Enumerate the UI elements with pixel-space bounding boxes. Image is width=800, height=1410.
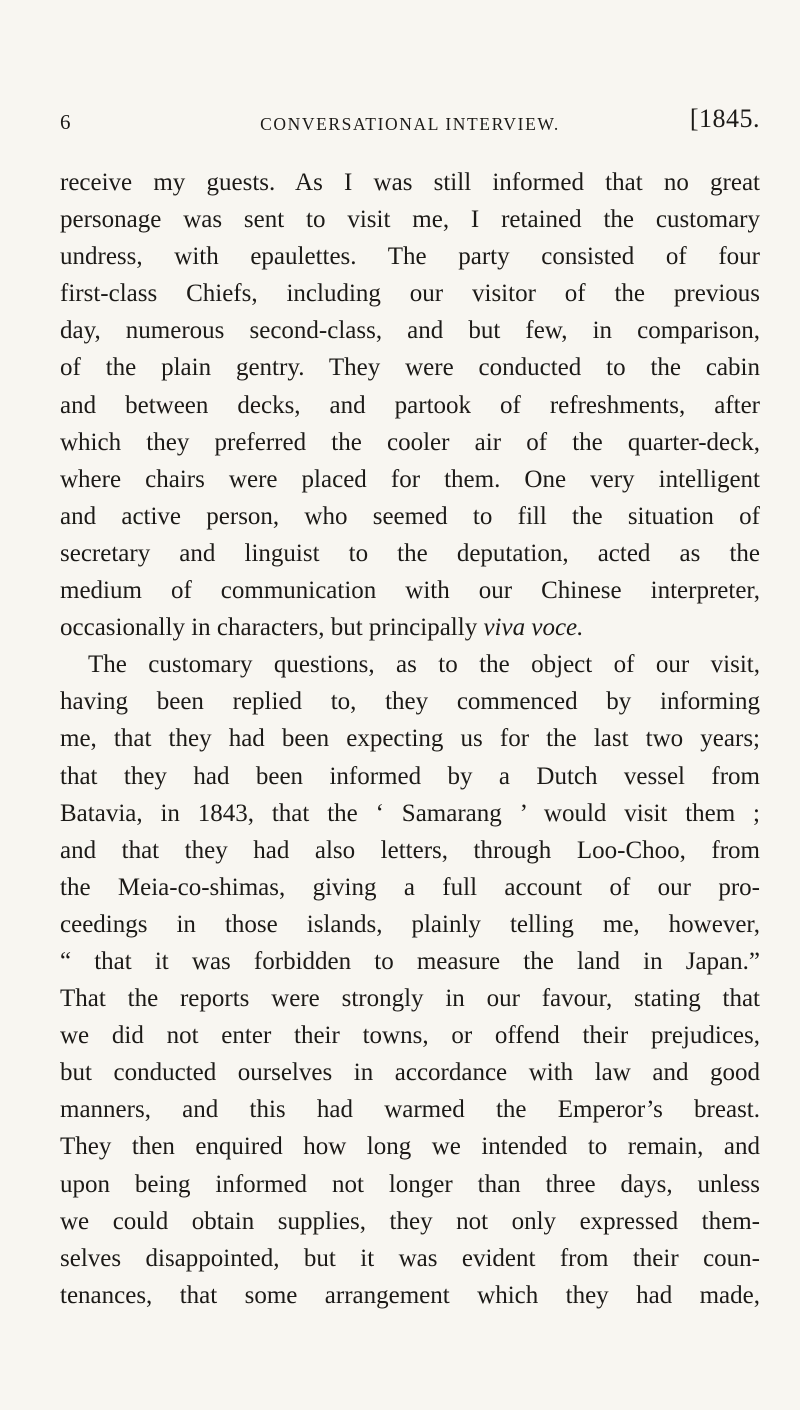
text-line: That the reports were strongly in our favour, stating that — [60, 985, 760, 1013]
text-line: of the plain gentry. They were conducted to the cabin — [60, 354, 760, 382]
text-line: medium of communication with our Chinese interpreter, — [60, 577, 760, 605]
text-line: that they had been informed by a Dutch vessel from — [60, 762, 760, 790]
text-line: but conducted ourselves in accordance with law and good — [60, 1059, 760, 1087]
text-line: Batavia, in 1843, that the ‘ Samarang ’ would visit them ; — [60, 799, 760, 827]
text-line: we did not enter their towns, or offend their prejudices, — [60, 1022, 760, 1050]
text-line: personage was sent to visit me, I retained the customary — [60, 206, 760, 234]
text-line: we could obtain supplies, they not only expressed them- — [60, 1207, 760, 1235]
text-line: ceedings in those islands, plainly telling me, however, — [60, 910, 760, 938]
text-line: and active person, who seemed to fill the situation of — [60, 502, 760, 530]
text-line: and that they had also letters, through Loo-Choo, from — [60, 836, 760, 864]
text-line: the Meia-co-shimas, giving a full account of our pro- — [60, 873, 760, 901]
text-line: and between decks, and partook of refreshments, after — [60, 391, 760, 419]
text-line: tenances, that some arrangement which they had made, — [60, 1281, 760, 1309]
text-line: where chairs were placed for them. One very intelligent — [60, 465, 760, 493]
text-line: secretary and linguist to the deputation, acted as the — [60, 539, 760, 567]
text-line: upon being informed not longer than three days, unless — [60, 1170, 760, 1198]
text-line: “ that it was forbidden to measure the land in Japan.” — [60, 947, 760, 975]
text-line: which they preferred the cooler air of the quarter-deck, — [60, 428, 760, 456]
year-marker: [1845. — [689, 104, 760, 133]
text-line — [60, 609, 760, 646]
text-line: having been replied to, they commenced by informing — [60, 688, 760, 716]
running-head — [60, 104, 760, 144]
text-line: me, that they had been expecting us for the last two years; — [60, 725, 760, 753]
body-text — [60, 164, 760, 1314]
text-line: undress, with epaulettes. The party consisted of four — [60, 243, 760, 271]
text-line: manners, and this had warmed the Emperor’s breast. — [60, 1096, 760, 1124]
text-line: day, numerous second-class, and but few, in comparison, — [60, 317, 760, 345]
italic-phrase: viva voce. — [483, 614, 584, 642]
paragraph-first-line: The customary questions, as to the object of our visit, — [88, 651, 760, 679]
text-line: first-class Chiefs, including our visitor of the previous — [60, 280, 760, 308]
text-line: They then enquired how long we intended to remain, and — [60, 1133, 760, 1161]
running-title: CONVERSATIONAL INTERVIEW. — [260, 114, 560, 134]
text-line: receive my guests. As I was still informed that no great — [60, 169, 760, 196]
text-line: selves disappointed, but it was evident from their coun- — [60, 1244, 760, 1272]
page-number: 6 — [60, 110, 71, 134]
text-fragment: occasionally in characters, but principally — [60, 614, 478, 642]
